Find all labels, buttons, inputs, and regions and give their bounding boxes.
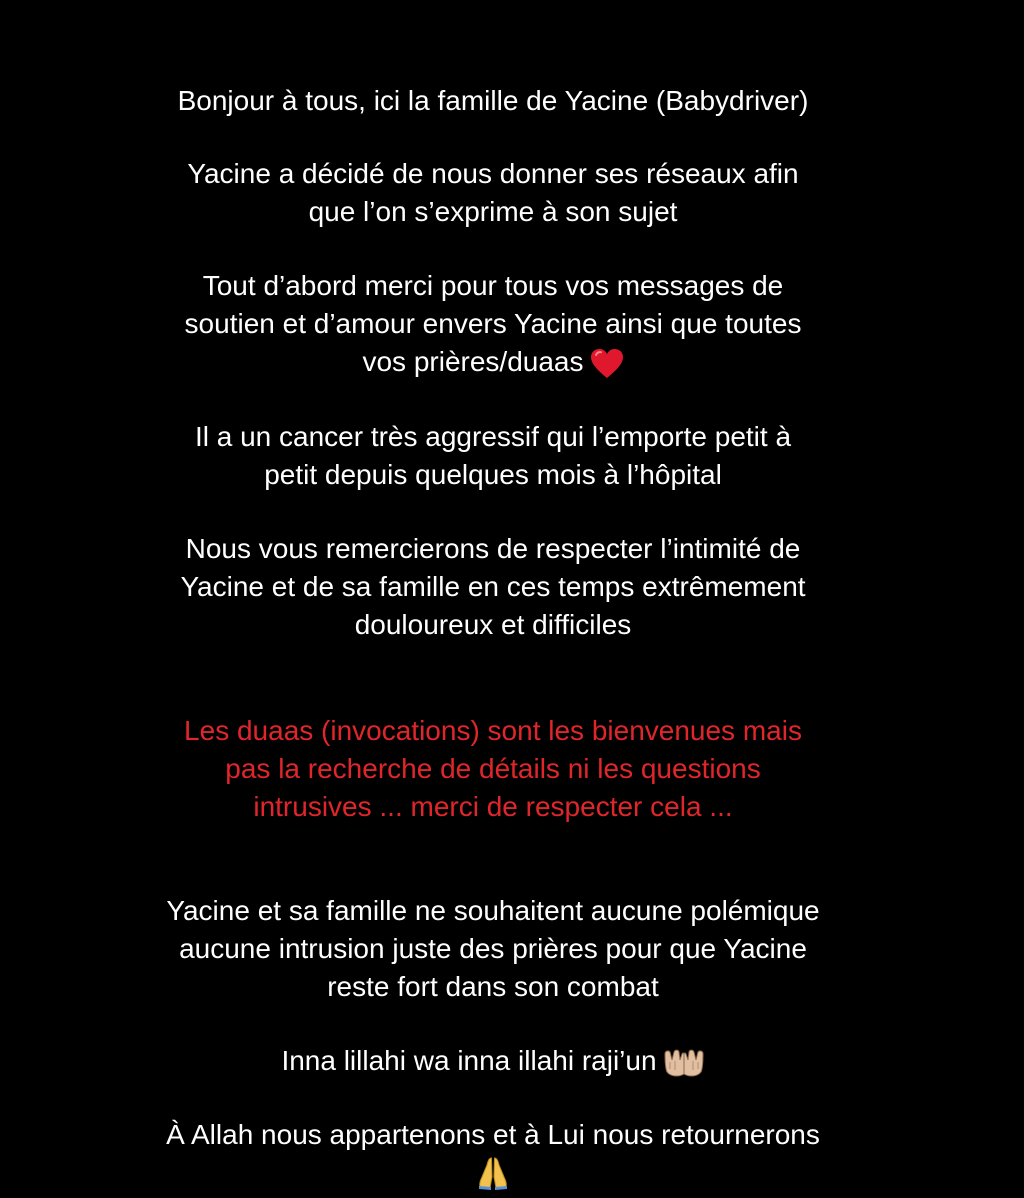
- warning-line-3: intrusives ... merci de respecter cela ...: [253, 791, 733, 822]
- thanks-line-3-text: vos prières/duaas: [362, 346, 584, 377]
- prayers-line-2: aucune intrusion juste des prières pour que Yacine: [179, 933, 807, 964]
- inna-lillahi-line: [0, 1042, 986, 1080]
- thanks-line-2: soutien et d’amour envers Yacine ainsi que toutes: [184, 308, 802, 339]
- illness-line-1: Il a un cancer très aggressif qui l’emporte petit à: [194, 421, 792, 452]
- thanks-line-3: [0, 343, 986, 381]
- prayers-line-3: reste fort dans son combat: [327, 971, 659, 1002]
- warning-line-1: Les duaas (invocations) sont les bienvenues mais: [184, 715, 802, 746]
- heart-icon: [590, 348, 624, 380]
- praying-hands-icon: [477, 1155, 509, 1191]
- networks-line-2: que l’on s’exprime à son sujet: [308, 196, 678, 227]
- networks-line-1: Yacine a décidé de nous donner ses réseaux afin: [187, 158, 799, 189]
- illness-line-2: petit depuis quelques mois à l’hôpital: [264, 459, 722, 490]
- return-line: À Allah nous appartenons et à Lui nous retournerons: [166, 1119, 820, 1150]
- privacy-line-2: Yacine et de sa famille en ces temps extrêmement: [180, 571, 806, 602]
- greeting-line: Bonjour à tous, ici la famille de Yacine (Babydriver): [177, 85, 809, 116]
- prayers-line-1: Yacine et sa famille ne souhaitent aucune polémique: [166, 895, 820, 926]
- return-line-emoji: [0, 1152, 986, 1191]
- thanks-line-1: Tout d’abord merci pour tous vos messages de: [202, 270, 784, 301]
- inna-lillahi-text: Inna lillahi wa inna illahi raji’un: [281, 1045, 657, 1076]
- privacy-line-3: douloureux et difficiles: [354, 609, 632, 640]
- open-hands-icon: [663, 1048, 705, 1078]
- warning-line-2: pas la recherche de détails ni les questions: [225, 753, 761, 784]
- privacy-line-1: Nous vous remercierons de respecter l’intimité de: [185, 533, 801, 564]
